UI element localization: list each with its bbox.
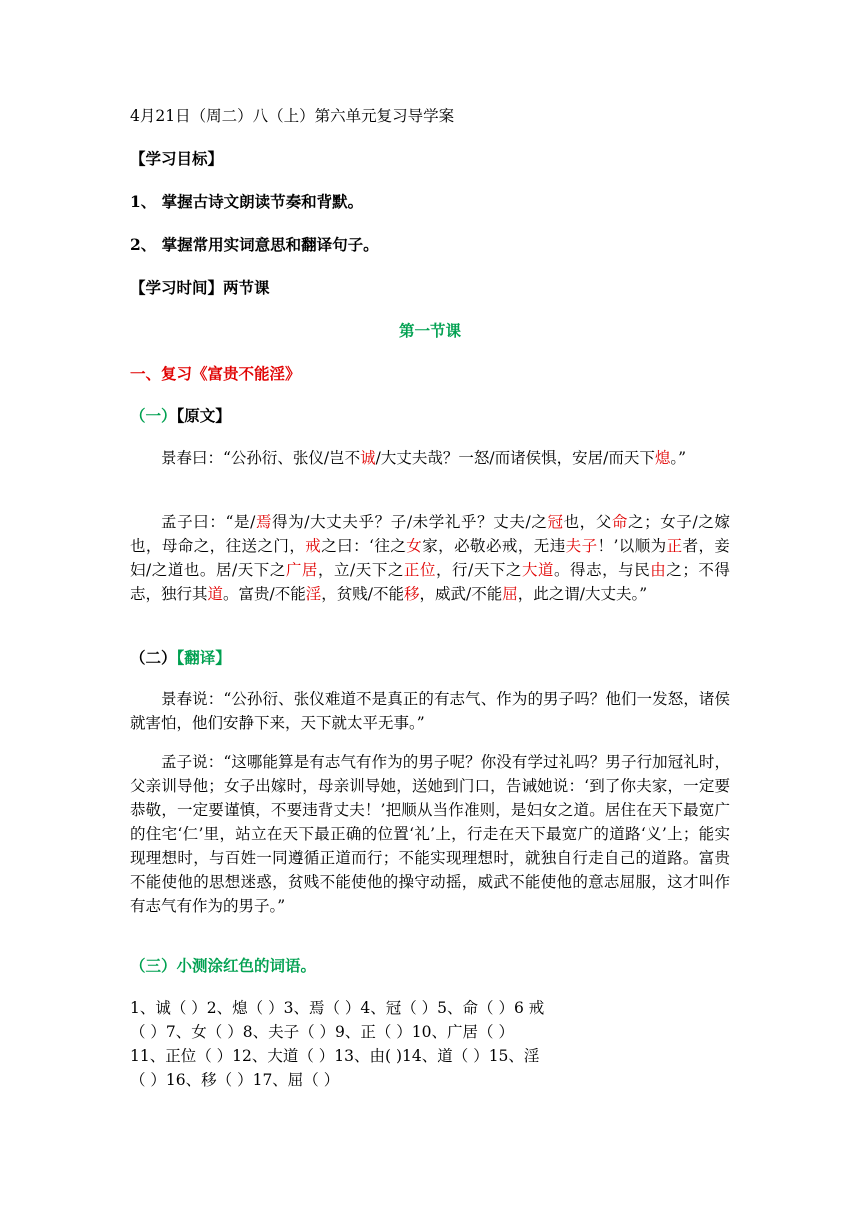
text-segment: 。富贵/不能 <box>223 585 306 603</box>
text-segment: ，此之谓/大丈夫。” <box>517 585 648 603</box>
text-segment: ，行/天下之 <box>435 561 522 579</box>
quiz-line: （ ）7、女（ ）8、夫子（ ）9、正（ ）10、广居（ ） <box>130 1023 514 1041</box>
text-segment: 者，妾妇/之道也。居/天下之 <box>130 537 730 579</box>
text-segment: 。” <box>670 449 687 467</box>
highlighted-word: 夫子 <box>565 537 598 555</box>
translation-paragraph-1: 景春说：“公孙衍、张仪难道不是真正的有志气、作为的男子吗？他们一发怒，诸侯就害怕，他们安静下来，天下就太平无事。” <box>130 690 730 732</box>
text-segment: 之曰：‘往之 <box>321 537 407 555</box>
goal-heading: 【学习目标】 <box>130 149 224 168</box>
highlighted-word: 戒 <box>305 537 322 555</box>
text-segment: 孟子曰：“是/ <box>161 513 256 531</box>
highlighted-word: 女 <box>406 537 423 555</box>
text-segment: 之；女子/之嫁也，母命之，往送之门， <box>130 513 730 555</box>
highlighted-word: 移 <box>404 585 420 603</box>
text-segment: 景春曰：“公孙衍、张仪/岂不 <box>161 449 361 467</box>
subsection-label-bracket: 【原文】 <box>176 406 231 425</box>
highlighted-word: 焉 <box>255 513 273 531</box>
highlighted-word: 广居 <box>285 561 318 579</box>
text-segment: ，威武/不能 <box>419 585 503 603</box>
text-segment: ！’以顺为 <box>597 537 667 555</box>
text-segment: 也，父 <box>563 513 612 531</box>
highlighted-word: 熄 <box>654 449 671 467</box>
subsection-label: 【翻译】 <box>176 648 231 667</box>
text-segment: 得为/大丈夫乎？子/未学礼乎？丈夫/之 <box>272 513 548 531</box>
highlighted-word: 淫 <box>305 585 322 603</box>
highlighted-word: 诚 <box>360 449 376 467</box>
subsection-translation <box>130 646 730 670</box>
subsection-prefix: （一） <box>130 406 177 425</box>
highlighted-word: 道 <box>207 585 224 603</box>
quiz-line: （ ）16、移（ ）17、屈（ ） <box>130 1071 340 1089</box>
section-heading: 一、复习《富贵不能淫》 <box>130 364 301 383</box>
goal-item-2: 2、 掌握常用实词意思和翻译句子。 <box>130 235 379 254</box>
highlighted-word: 由 <box>650 561 667 579</box>
subsection-prefix: （二） <box>130 648 177 667</box>
original-paragraph-2 <box>130 510 730 606</box>
quiz-block <box>130 996 730 1092</box>
highlighted-word: 命 <box>611 513 629 531</box>
text-segment: ，贫贱/不能 <box>321 585 405 603</box>
quiz-heading: （三）小测涂红色的词语。 <box>130 956 317 975</box>
text-segment: 之；不得志，独行其 <box>130 561 730 603</box>
quiz-line: 1、诚（ ）2、熄（ ）3、焉（ ）4、冠（ ）5、命（ ）6 戒 <box>130 999 545 1017</box>
text-segment: 家，必敬必戒，无违 <box>422 537 566 555</box>
subsection-original <box>130 404 730 428</box>
highlighted-word: 正 <box>666 537 683 555</box>
highlighted-word: 正位 <box>403 561 436 579</box>
lesson-heading: 第一节课 <box>398 321 461 340</box>
time-line: 【学习时间】两节课 <box>130 278 270 297</box>
original-paragraph-1 <box>130 446 730 470</box>
text-segment: 。得志，与民 <box>554 561 651 579</box>
highlighted-word: 大道 <box>521 561 555 579</box>
goal-item-1: 1、 掌握古诗文朗读节奏和背默。 <box>130 192 364 211</box>
text-segment: /大丈夫哉？一怒/而诸侯惧，安居/而天下 <box>375 449 655 467</box>
highlighted-word: 冠 <box>547 513 564 531</box>
text-segment: ，立/天下之 <box>317 561 404 579</box>
quiz-line: 11、正位（ ）12、大道（ ）13、由( )14、道（ ）15、淫 <box>130 1047 540 1065</box>
translation-paragraph-2: 孟子说：“这哪能算是有志气有作为的男子呢？你没有学过礼吗？男子行加冠礼时，父亲训导他；女子出嫁时，母亲训导她，送她到门口，告诫她说：‘到了你夫家，一定要恭敬，一定要谨慎，不要违背丈夫！’把顺从当作准则，是妇女之道。居住在天下最宽广的住宅‘仁’里，站立在天下最正确的位置‘礼’上，行走在天下最宽广的道路‘义’上；能实现理想时，与百姓一同遵循正道而行；不能实现理想时，就独自行走自己的道路。富贵不能使他的思想迷惑，贫贱不能使他的操守动摇，威武不能使他的意志屈服，这才叫作有志气有作为的男子。” <box>130 753 730 915</box>
doc-title: 4月21日（周二）八（上）第六单元复习导学案 <box>130 107 455 125</box>
highlighted-word: 屈 <box>502 585 518 603</box>
